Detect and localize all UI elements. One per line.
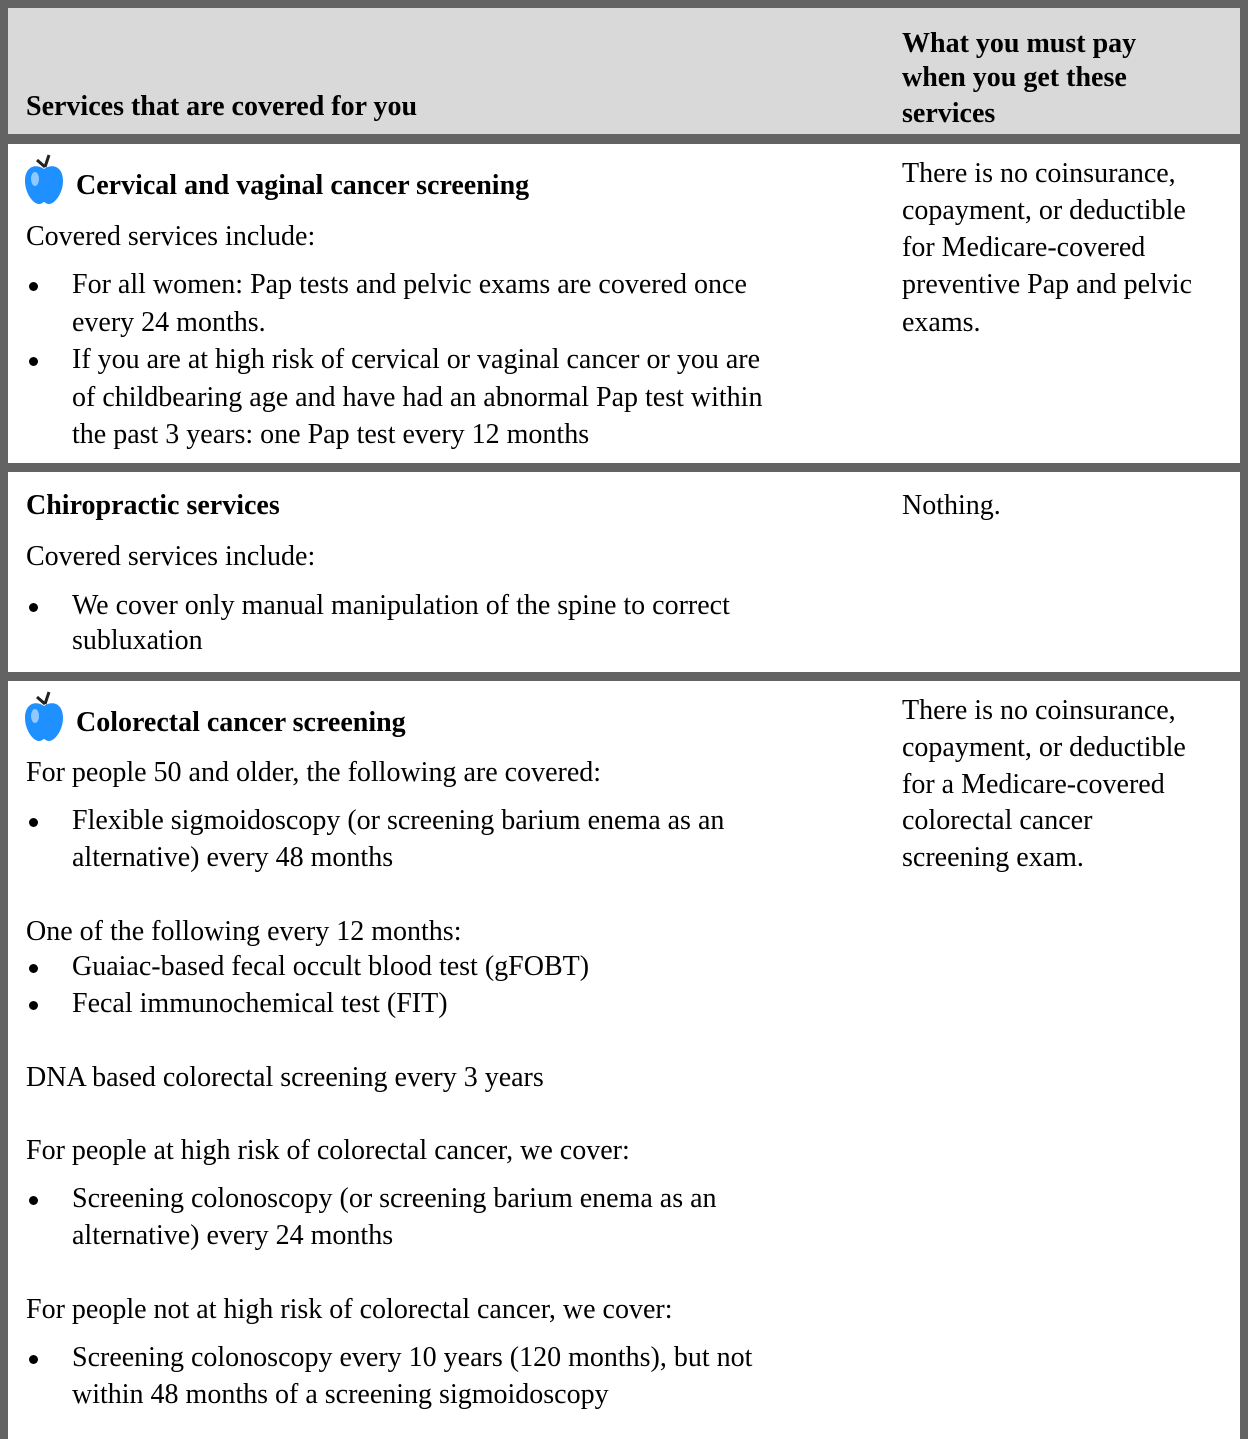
cost-text: colorectal cancer <box>902 805 1093 836</box>
header-cost-label-line2: when you get these <box>902 62 1127 93</box>
list-item: Guaiac-based fecal occult blood test (gFOBT) <box>72 951 590 982</box>
row-intro: Covered services include: <box>26 541 316 572</box>
cost-text: Nothing. <box>902 490 1001 521</box>
paragraph: For people not at high risk of colorectal cancer, we cover: <box>26 1294 673 1325</box>
apple-icon <box>23 153 65 205</box>
apple-icon <box>23 690 65 742</box>
table-border-right <box>1240 0 1248 1439</box>
paragraph: For people at high risk of colorectal cancer, we cover: <box>26 1135 630 1166</box>
table-border-top <box>0 0 1248 8</box>
list-item: Flexible sigmoidoscopy (or screening barium enema as an <box>72 805 725 836</box>
header-cost-label-line1: What you must pay <box>902 28 1137 59</box>
list-item: subluxation <box>72 625 203 656</box>
list-item: Screening colonoscopy every 10 years (120 months), but not <box>72 1342 753 1373</box>
cost-text: copayment, or deductible <box>902 195 1186 226</box>
row-divider <box>0 672 1248 681</box>
list-item: the past 3 years: one Pap test every 12 months <box>72 419 590 450</box>
cost-text: for Medicare-covered <box>902 232 1146 263</box>
header-cost-label-line3: services <box>902 98 996 129</box>
cost-text: There is no coinsurance, <box>902 158 1176 189</box>
cost-text: There is no coinsurance, <box>902 695 1176 726</box>
row-intro: Covered services include: <box>26 221 316 252</box>
list-item: alternative) every 48 months <box>72 842 394 873</box>
cost-text: for a Medicare-covered <box>902 769 1165 800</box>
list-item: every 24 months. <box>72 307 266 338</box>
list-item: For all women: Pap tests and pelvic exams are covered once <box>72 269 747 300</box>
cost-text: screening exam. <box>902 842 1084 873</box>
row-divider <box>0 463 1248 472</box>
row-divider <box>0 134 1248 144</box>
cost-text: preventive Pap and pelvic <box>902 269 1193 300</box>
bullet-dot <box>29 964 38 973</box>
row-title-colorectal: Colorectal cancer screening <box>76 707 406 738</box>
bullet-dot <box>29 818 38 827</box>
paragraph: DNA based colorectal screening every 3 years <box>26 1062 544 1093</box>
list-item: Fecal immunochemical test (FIT) <box>72 988 448 1019</box>
table-border-left <box>0 0 8 1439</box>
list-item: If you are at high risk of cervical or vaginal cancer or you are <box>72 344 761 375</box>
bullet-dot <box>29 1001 38 1010</box>
list-item: within 48 months of a screening sigmoidoscopy <box>72 1379 609 1410</box>
bullet-dot <box>29 357 38 366</box>
bullet-dot <box>29 1355 38 1364</box>
cost-text: copayment, or deductible <box>902 732 1186 763</box>
bullet-dot <box>29 282 38 291</box>
header-services-label: Services that are covered for you <box>26 91 418 122</box>
list-item: of childbearing age and have had an abnormal Pap test within <box>72 382 763 413</box>
row-title-cervical: Cervical and vaginal cancer screening <box>76 170 530 201</box>
row-intro: For people 50 and older, the following are covered: <box>26 757 602 788</box>
list-item: Screening colonoscopy (or screening barium enema as an <box>72 1183 717 1214</box>
cost-text: exams. <box>902 307 981 338</box>
paragraph: One of the following every 12 months: <box>26 916 462 947</box>
bullet-dot <box>29 1196 38 1205</box>
bullet-dot <box>29 603 38 612</box>
list-item: alternative) every 24 months <box>72 1220 394 1251</box>
row-title-chiropractic: Chiropractic services <box>26 490 280 521</box>
list-item: We cover only manual manipulation of the spine to correct <box>72 590 730 621</box>
